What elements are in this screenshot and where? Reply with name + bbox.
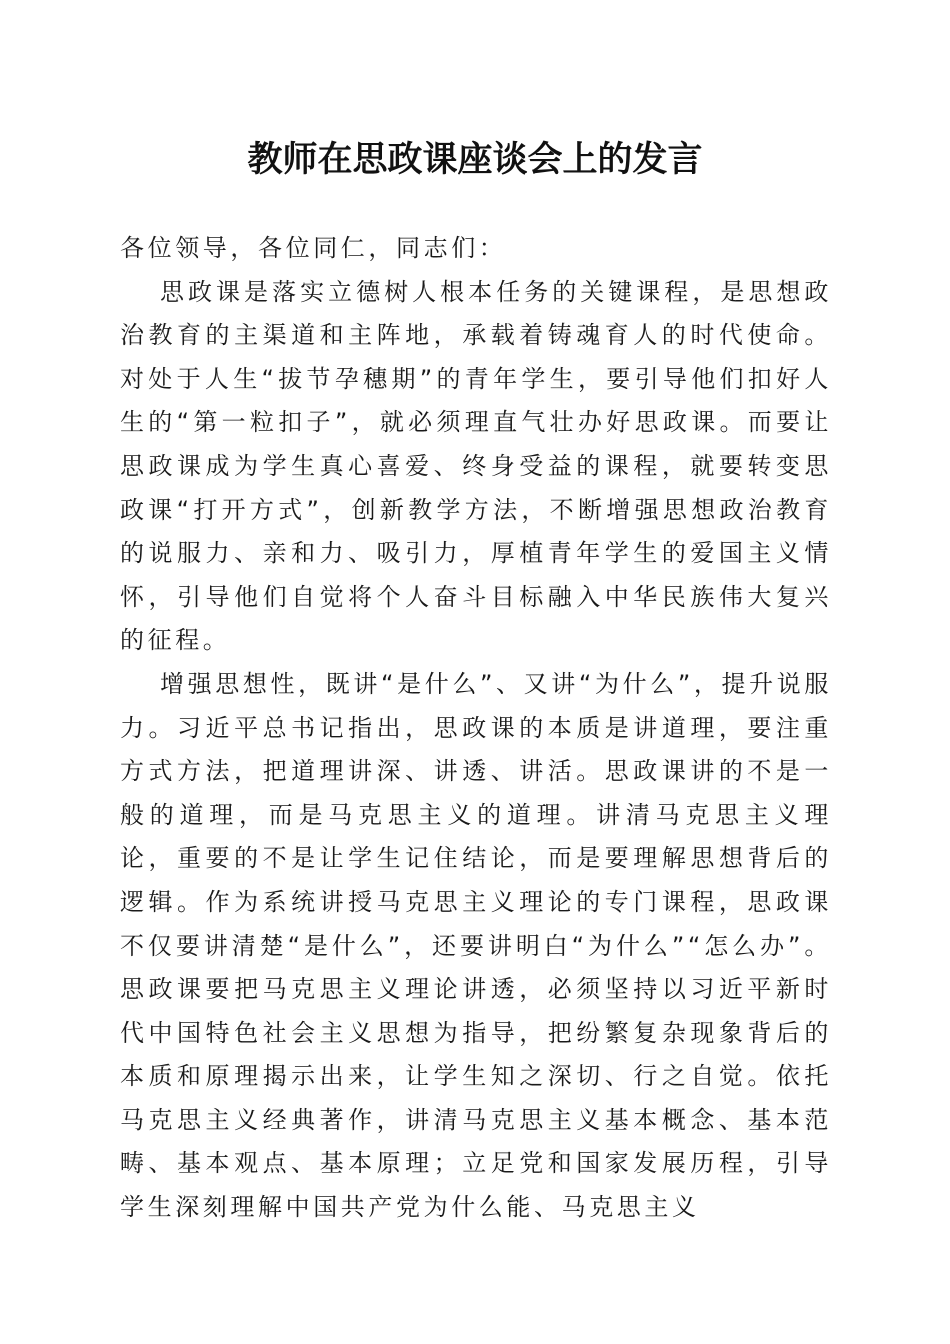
document-title: 教师在思政课座谈会上的发言 (247, 139, 703, 180)
document-body (120, 227, 832, 1230)
paragraph-1: 思政课是落实立德树人根本任务的关键课程，是思想政治教育的主渠道和主阵地，承载着铸魂育人的时代使命。对处于人生“拔节孕穗期”的青年学生，要引导他们扣好人生的“第一粒扣子”，就必须理直气壮办好思政课。而要让思政课成为学生真心喜爱、终身受益的课程，就要转变思政课“打开方式”，创新教学方法，不断增强思想政治教育的说服力、亲和力、吸引力，厚植青年学生的爱国主义情怀，引导他们自觉将个人奋斗目标融入中华民族伟大复兴的征程。 (120, 277, 832, 655)
salutation: 各位领导，各位同仁，同志们： (120, 234, 507, 262)
paragraph-2: 增强思想性，既讲“是什么”、又讲“为什么”，提升说服力。习近平总书记指出，思政课的本质是讲道理，要注重方式方法，把道理讲深、讲透、讲活。思政课讲的不是一般的道理，而是马克思主义的道理。讲清马克思主义理论，重要的不是让学生记住结论，而是要理解思想背后的逻辑。作为系统讲授马克思主义理论的专门课程，思政课不仅要讲清楚“是什么”，还要讲明白“为什么”“怎么办”。思政课要把马克思主义理论讲透，必须坚持以习近平新时代中国特色社会主义思想为指导，把纷繁复杂现象背后的本质和原理揭示出来，让学生知之深切、行之自觉。依托马克思主义经典著作，讲清马克思主义基本概念、基本范畴、基本观点、基本原理；立足党和国家发展历程，引导学生深刻理解中国共产党为什么能、马克思主义 (120, 669, 832, 1222)
